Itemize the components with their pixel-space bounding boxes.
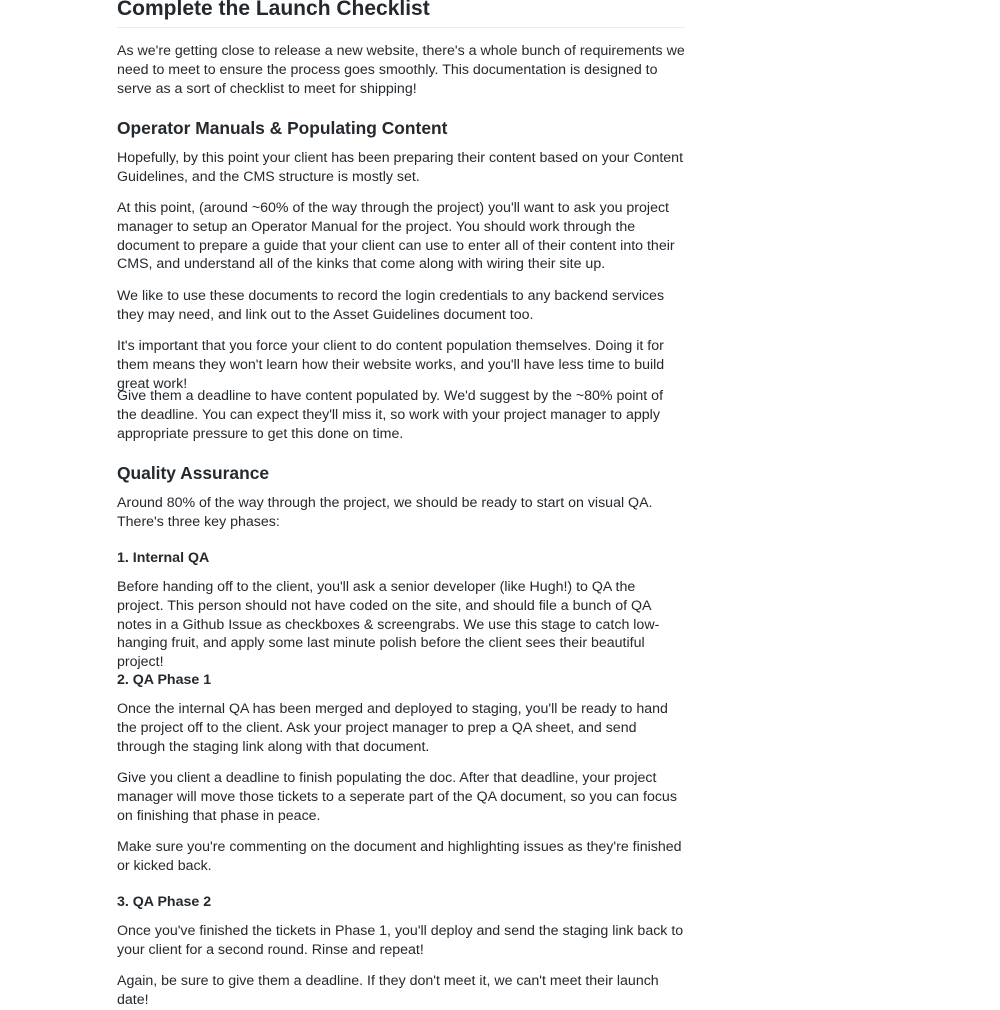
operator-paragraph-5: Give them a deadline to have content populated by. We'd suggest by the ~80% point of the deadline. You can expect they'll miss it, so work with your project manager to apply appropriate pressure to get this done on time. (117, 388, 664, 442)
section-heading-qa: Quality Assurance (117, 463, 270, 483)
qa-phase2-paragraph-2: Again, be sure to give them a deadline. If they don't meet it, we can't meet their launch date! (117, 973, 659, 1008)
intro-paragraph: As we're getting close to release a new website, there's a whole bunch of requirements we need to meet to ensure the process goes smoothly. This documentation is designed to serve as a sort of checklist to meet for shipping! (117, 43, 685, 97)
qa-phase1-paragraph-2: Give you client a deadline to finish populating the doc. After that deadline, your project manager will move those tickets to a seperate part of the QA document, so you can focus on finishing that phase in peace. (117, 770, 677, 824)
qa-intro-block (117, 494, 685, 532)
operator-paragraph-1: Hopefully, by this point your client has been preparing their content based on your Content Guidelines, and the CMS structure is mostly set. (117, 150, 684, 185)
section-heading-operator: Operator Manuals & Populating Content (117, 118, 448, 138)
operator-p1-block (117, 149, 685, 187)
qa-phase1-heading-block (117, 671, 685, 689)
internal-qa-paragraph-1: Before handing off to the client, you'll ask a senior developer (like Hugh!) to QA the project. This person should not have coded on the site, and should file a bunch of QA notes in a Github Issue as checkboxes & screengrabs. We use this stage to catch low-hanging fruit, and apply some last minute polish before the client sees their beautiful project! (117, 579, 660, 671)
title-block (117, 0, 685, 31)
qa-phase1-paragraph-1: Once the internal QA has been merged and deployed to staging, you'll be ready to hand the project off to the client. Ask your project manager to prep a QA sheet, and send through the staging link along with that document. (117, 701, 668, 755)
qa-phase1-p3-block (117, 838, 685, 876)
subheading-qa-phase-2: 3. QA Phase 2 (117, 894, 212, 910)
subheading-internal-qa: 1. Internal QA (117, 550, 210, 566)
qa-phase1-p1-block (117, 700, 685, 756)
operator-paragraph-3: We like to use these documents to record the login credentials to any backend services they may need, and link out to the Asset Guidelines document too. (117, 288, 665, 323)
qa-phase2-heading-block (117, 893, 685, 911)
page-title: Complete the Launch Checklist (117, 0, 430, 20)
internal-qa-heading-block (117, 549, 685, 567)
qa-intro-paragraph: Around 80% of the way through the project, we should be ready to start on visual QA. There's three key phases: (117, 495, 653, 530)
operator-p4-block (117, 337, 685, 393)
qa-phase2-p2-block (117, 972, 685, 1010)
intro-block (117, 42, 685, 98)
operator-p3-block (117, 287, 685, 325)
qa-phase2-p1-block (117, 922, 685, 960)
qa-phase1-paragraph-3: Make sure you're commenting on the document and highlighting issues as they're finished or kicked back. (117, 839, 682, 874)
qa-heading-block (117, 462, 685, 484)
operator-paragraph-4: It's important that you force your client to do content population themselves. Doing it for them means they won't learn how their website works, and you'll have less time to build great work! (117, 338, 665, 392)
qa-phase1-p2-block (117, 769, 685, 825)
operator-heading-block (117, 117, 685, 139)
internal-qa-p1-block (117, 578, 685, 672)
operator-p2-block (117, 199, 685, 274)
qa-phase2-paragraph-1: Once you've finished the tickets in Phase 1, you'll deploy and send the staging link back to your client for a second round. Rinse and repeat! (117, 923, 684, 958)
operator-paragraph-2: At this point, (around ~60% of the way through the project) you'll want to ask you project manager to setup an Operator Manual for the project. You should work through the document to prepare a guide that your client can use to enter all of their content into their CMS, and understand all of the kinks that come along with wiring their site up. (117, 200, 675, 273)
title-wrap (117, 0, 685, 28)
subheading-qa-phase-1: 2. QA Phase 1 (117, 672, 212, 688)
operator-p5-block (117, 387, 685, 443)
